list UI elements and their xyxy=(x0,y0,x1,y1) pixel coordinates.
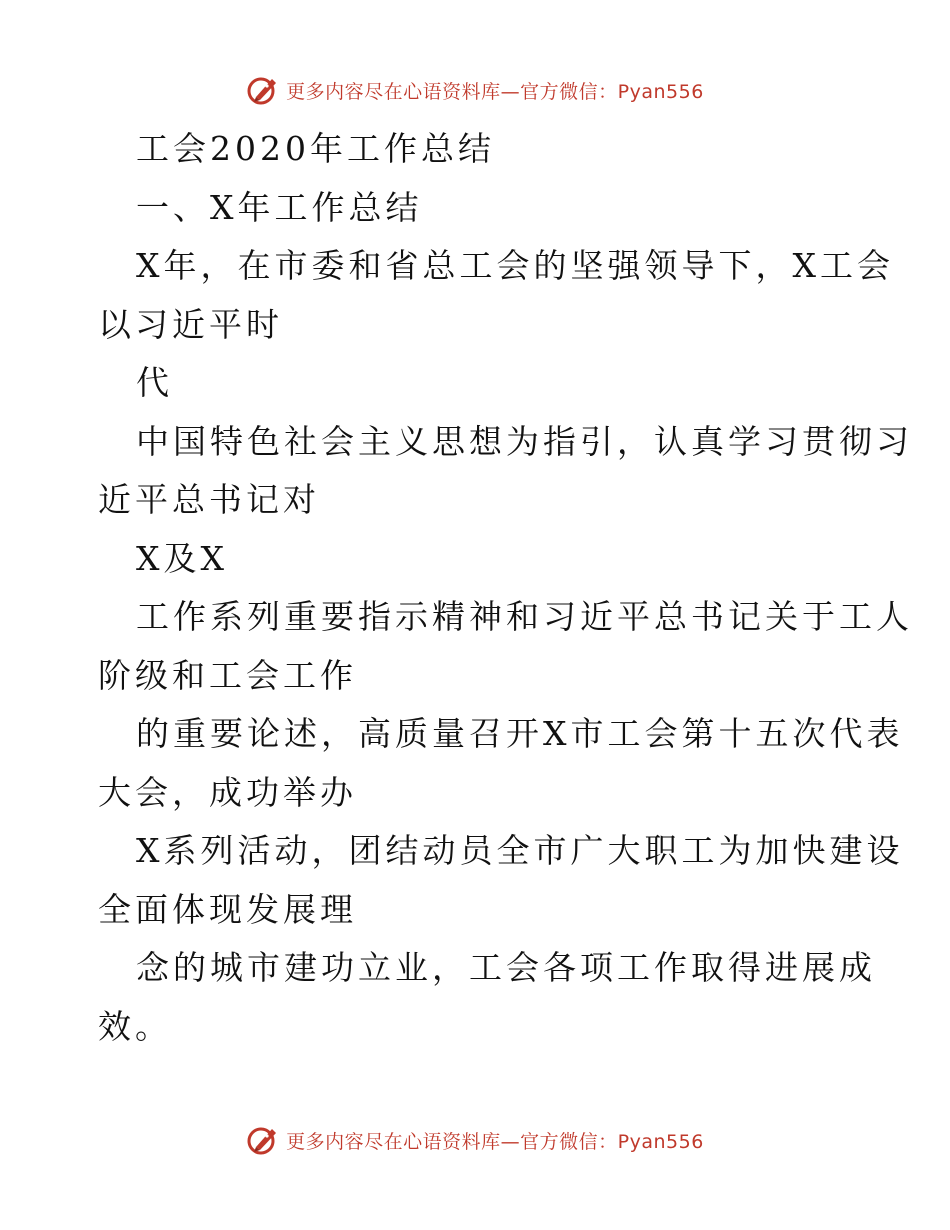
header-watermark-banner xyxy=(0,70,950,110)
paragraph-line: 中国特色社会主义思想为指引，认真学习贯彻习 xyxy=(136,421,913,461)
paragraph-line: X系列活动，团结动员全市广大职工为加快建设 xyxy=(136,831,904,870)
paragraph-line: 以习近平时 xyxy=(98,304,283,344)
paragraph-line: 全面体现发展理 xyxy=(98,889,357,929)
paragraph-line: 阶级和工会工作 xyxy=(98,655,357,695)
section-heading: 一、X年工作总结 xyxy=(136,187,423,227)
paragraph-line: 大会，成功举办 xyxy=(98,772,357,812)
footer-watermark-banner xyxy=(0,1120,950,1160)
pen-nib-logo-icon xyxy=(246,1123,280,1157)
paragraph-line: X及X xyxy=(136,538,228,578)
header-watermark-text: 更多内容尽在心语资料库—官方微信：Pyan556 xyxy=(286,80,704,103)
document-body xyxy=(98,120,913,1056)
paragraph-line: 效。 xyxy=(98,1006,172,1046)
paragraph-line: X年，在市委和省总工会的坚强领导下，X工会 xyxy=(136,246,894,285)
footer-watermark-text: 更多内容尽在心语资料库—官方微信：Pyan556 xyxy=(286,1130,704,1153)
paragraph-line: 念的城市建功立业，工会各项工作取得进展成 xyxy=(136,948,876,987)
paragraph-line: 的重要论述，高质量召开X市工会第十五次代表 xyxy=(136,714,904,753)
document-title: 工会2020年工作总结 xyxy=(136,129,495,168)
paragraph-line: 近平总书记对 xyxy=(98,480,320,519)
pen-nib-logo-icon xyxy=(246,73,280,107)
paragraph-line: 代 xyxy=(136,363,173,402)
paragraph-line: 工作系列重要指示精神和习近平总书记关于工人 xyxy=(136,597,913,636)
